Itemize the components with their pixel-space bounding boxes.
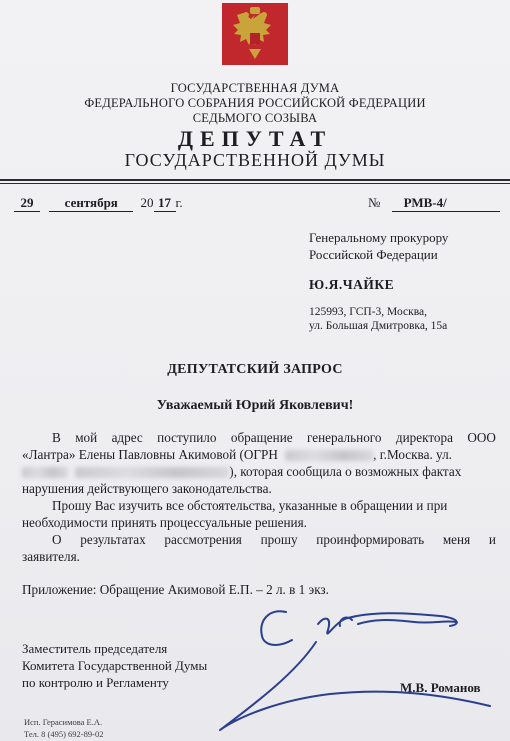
- coat-of-arms-icon: [222, 3, 288, 65]
- attachment-note: Приложение: Обращение Акимовой Е.П. – 2 л. в 1 экз.: [22, 582, 329, 597]
- handwritten-signature: [200, 590, 500, 741]
- greeting: Уважаемый Юрий Яковлевич!: [156, 398, 354, 413]
- redacted-address: [75, 467, 229, 478]
- word: и: [488, 532, 496, 547]
- word: рассмотрения: [164, 532, 242, 547]
- body-p2-line-2: необходимости принять процессуальные решения.: [22, 515, 307, 530]
- date-line: [14, 195, 183, 212]
- word: проинформировать: [316, 532, 425, 547]
- letterhead-line-1: ГОСУДАРСТВЕННАЯ ДУМА: [170, 81, 340, 95]
- word: мой: [75, 430, 98, 445]
- word: ООО: [467, 430, 496, 445]
- letterhead-line-3: СЕДЬМОГО СОЗЫВА: [192, 111, 318, 125]
- executor-phone: Тел. 8 (495) 692-89-02: [24, 729, 104, 739]
- word: прошу: [260, 532, 298, 547]
- number-sign: №: [368, 195, 381, 210]
- word: обращение: [230, 430, 293, 445]
- body-text: «Лантра» Елены Павловны Акимовой (ОГРН: [22, 447, 278, 462]
- recipient-line-2: Российской Федерации: [309, 247, 438, 262]
- date-day: 29: [14, 195, 40, 212]
- date-year-mark: г.: [175, 195, 183, 210]
- recipient-line-1: Генеральному прокурору: [309, 230, 449, 245]
- divider: [0, 179, 510, 181]
- date-month: сентября: [49, 195, 133, 212]
- word: меня: [442, 532, 471, 547]
- body-p2-line-1: Прошу Вас изучить все обстоятельства, указанные в обращении и при: [52, 498, 448, 513]
- recipient-name: Ю.Я.ЧАЙКЕ: [309, 277, 395, 292]
- word: генерального: [307, 430, 382, 445]
- word: О: [52, 532, 62, 547]
- letterhead-line-2: ФЕДЕРАЛЬНОГО СОБРАНИЯ РОССИЙСКОЙ ФЕДЕРАЦИИ: [84, 96, 426, 110]
- body-text: , г.Москва. ул.: [373, 447, 452, 462]
- executor-name: Исп. Герасимова Е.А.: [24, 717, 103, 727]
- word: поступило: [157, 430, 217, 445]
- word: результатах: [80, 532, 146, 547]
- letterhead-subtitle: ГОСУДАРСТВЕННОЙ ДУМЫ: [124, 150, 386, 170]
- letterhead-title: ДЕПУТАТ: [177, 126, 333, 151]
- body-p1-line-2: [22, 447, 452, 463]
- word: адрес: [111, 430, 143, 445]
- number-value: РМВ-4/: [392, 195, 500, 212]
- signer-name: М.В. Романов: [400, 680, 481, 695]
- recipient-address-2: ул. Большая Дмитровка, 15а: [309, 320, 448, 332]
- word: В: [52, 430, 61, 445]
- document-title: ДЕПУТАТСКИЙ ЗАПРОС: [167, 362, 343, 377]
- redacted-address: [22, 467, 68, 478]
- signer-position-3: по контролю и Регламенту: [22, 675, 169, 690]
- date-year-prefix: 20: [140, 195, 154, 210]
- body-p3-line-1: [52, 532, 496, 548]
- signer-position-2: Комитета Государственной Думы: [22, 658, 208, 673]
- recipient-address-1: 125993, ГСП-3, Москва,: [309, 306, 427, 318]
- divider: [0, 183, 510, 184]
- reference-number: [368, 195, 500, 212]
- word: директора: [395, 430, 453, 445]
- date-year-suffix: 17: [154, 195, 176, 212]
- body-p3-line-2: заявителя.: [22, 549, 80, 564]
- redacted-ogrn: [285, 450, 373, 461]
- body-p1-line-3: [22, 464, 461, 480]
- body-p1-line-1: [52, 430, 496, 446]
- body-p1-line-4: нарушения действующего законодательства.: [22, 481, 272, 496]
- body-text: ), которая сообщила о возможных фактах: [229, 464, 462, 479]
- signer-position-1: Заместитель председателя: [22, 641, 168, 656]
